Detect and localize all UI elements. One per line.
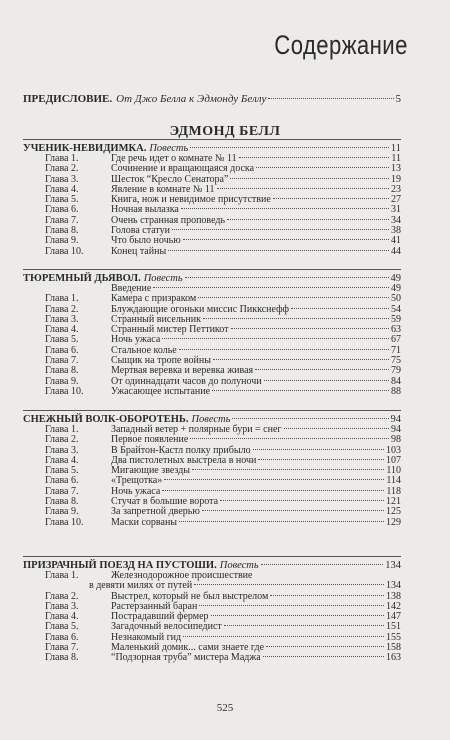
section-title: ПРИЗРАЧНЫЙ ПОЕЗД НА ПУСТОШИ. (23, 560, 217, 571)
section-genre: Повесть (149, 143, 189, 154)
dot-leader (220, 500, 384, 501)
chapter-number: Глава 2. (45, 163, 79, 175)
chapter-number: Глава 4. (45, 324, 79, 336)
chapter-page: 129 (386, 516, 401, 528)
chapter-number: Глава 8. (45, 496, 79, 508)
chapter-entry (23, 284, 401, 294)
chapter-name: Пострадавший фермер (111, 611, 209, 623)
chapter-page: 84 (391, 375, 401, 387)
chapter-name: Маски сорваны (111, 516, 178, 528)
chapter-number: Глава 8. (45, 652, 79, 664)
chapter-page: 50 (391, 293, 401, 305)
dot-leader (213, 359, 389, 360)
chapter-name: Книга, нож и невидимое присутствие (111, 194, 271, 206)
chapter-page: 54 (391, 303, 401, 315)
chapter-entry (23, 247, 401, 257)
chapter-entry (23, 305, 401, 315)
chapter-number: Глава 8. (45, 365, 79, 377)
chapter-number: Глава 3. (45, 173, 79, 185)
section-1 (23, 143, 401, 257)
dot-leader (194, 584, 384, 585)
chapter-name: Незнакомый гид (111, 631, 182, 643)
chapter-name: Первое появление (111, 434, 189, 446)
section-genre: Повесть (191, 414, 231, 425)
chapter-name: Блуждающие огоньки миссис Пиккснефф (111, 303, 289, 315)
section-heading (23, 273, 401, 284)
chapter-page: 121 (386, 496, 401, 508)
section-title: ТЮРЕМНЫЙ ДЬЯВОЛ. (23, 273, 141, 284)
chapter-entry (23, 497, 401, 507)
section-divider (23, 556, 401, 557)
chapter-name: Железнодорожное происшествие (111, 570, 253, 581)
dot-leader (203, 318, 389, 319)
dot-leader (211, 615, 384, 616)
section-genre: Повесть (219, 560, 259, 571)
dot-leader (192, 469, 384, 470)
dot-leader (183, 636, 384, 637)
chapter-number: Глава 1. (45, 570, 79, 581)
section-genre: Повесть (143, 273, 183, 284)
chapter-number: Глава 2. (45, 590, 79, 602)
section-3 (23, 414, 401, 528)
chapter-number: Глава 4. (45, 611, 79, 623)
dot-leader (183, 239, 389, 240)
chapter-entry (23, 476, 401, 486)
chapter-entry (23, 622, 401, 632)
chapter-name: Сыщик на тропе войны (111, 355, 211, 367)
section-2 (23, 273, 401, 397)
chapter-name: в девяти милях от путей (89, 580, 193, 592)
chapter-name: Конец тайны (111, 245, 167, 257)
chapter-name: За запретной дверью (111, 506, 200, 518)
section-4 (23, 560, 401, 664)
chapter-entry (23, 216, 401, 226)
chapter-page: 13 (391, 163, 401, 175)
chapter-page: 103 (386, 444, 401, 456)
chapter-number: Глава 3. (45, 313, 79, 325)
chapter-number: Глава 7. (45, 355, 79, 367)
chapter-name: Где речь идет о комнате № 11 (111, 153, 237, 164)
chapter-page: 75 (391, 355, 401, 367)
chapter-entry (23, 335, 401, 345)
chapter-name: Явление в комнате № 11 (111, 183, 215, 195)
preface-label: ПРЕДИСЛОВИЕ. (23, 93, 113, 105)
chapter-page: 19 (391, 173, 401, 185)
chapter-number: Глава 6. (45, 344, 79, 356)
dot-leader (162, 490, 384, 491)
dot-leader (227, 219, 389, 220)
chapter-name: Шесток “Кресло Сенатора” (111, 173, 229, 185)
chapter-name: Загадочный велосипедист (111, 621, 222, 633)
dot-leader (153, 287, 389, 288)
chapter-name: Западный ветер + полярные бури = снег (111, 424, 282, 435)
chapter-entry (23, 456, 401, 466)
chapter-page: 163 (386, 652, 401, 664)
chapter-number: Глава 7. (45, 485, 79, 497)
chapter-entry (23, 592, 401, 602)
chapter-page: 34 (391, 214, 401, 226)
section-title: УЧЕНИК-НЕВИДИМКА. (23, 143, 147, 154)
chapter-entry (23, 602, 401, 612)
chapter-name: Выстрел, который не был выстрелом (111, 590, 269, 602)
chapter-number: Глава 3. (45, 444, 79, 456)
chapter-number: Глава 9. (45, 235, 79, 247)
dot-leader (291, 308, 389, 309)
chapter-name: Стучат в большие ворота (111, 496, 219, 508)
chapter-number: Глава 6. (45, 475, 79, 487)
chapter-entry (23, 387, 401, 397)
page-title: Содержание (274, 30, 408, 60)
dot-leader (181, 208, 389, 209)
chapter-number: Глава 1. (45, 153, 79, 164)
chapter-page: 23 (391, 183, 401, 195)
chapter-name: Маленький домик... сами знаете где (111, 642, 265, 654)
dot-leader (270, 595, 384, 596)
dot-leader (253, 449, 384, 450)
dot-leader (284, 428, 389, 429)
dot-leader (258, 459, 384, 460)
chapter-page: 118 (386, 485, 401, 497)
dot-leader (230, 178, 389, 179)
chapter-name: От одиннадцати часов до полуночи (111, 375, 262, 387)
chapter-name: Сочинение и вращающаяся доска (111, 163, 255, 175)
chapter-page: 41 (391, 235, 401, 247)
chapter-page: 38 (391, 225, 401, 237)
chapter-page: 155 (386, 631, 401, 643)
chapter-page: 114 (386, 475, 401, 487)
chapter-entry (23, 571, 401, 581)
dot-leader (268, 98, 393, 99)
dot-leader (162, 338, 389, 339)
chapter-name: “Подзорная труба” мистера Маджа (111, 652, 261, 664)
chapter-number: Глава 4. (45, 454, 79, 466)
chapter-name: Стальное колье (111, 344, 177, 356)
chapter-entry (23, 346, 401, 356)
chapter-page: 151 (386, 621, 401, 633)
chapter-number: Глава 10. (45, 385, 84, 397)
page-number: 525 (216, 702, 234, 714)
dot-leader (168, 250, 389, 251)
dot-leader (264, 380, 389, 381)
chapter-name: Ужасающее испытание (111, 385, 211, 397)
chapter-name: Два пистолетных выстрела в ночи (111, 454, 257, 466)
chapter-page: 110 (386, 465, 401, 477)
chapter-page: 71 (391, 344, 401, 356)
chapter-page: 49 (391, 283, 401, 294)
chapter-page: 79 (391, 365, 401, 377)
chapter-name: Странный висельник (111, 313, 201, 325)
chapter-number: Глава 5. (45, 194, 79, 206)
chapter-number: Глава 7. (45, 642, 79, 654)
chapter-page: 107 (386, 454, 401, 466)
chapter-number: Глава 9. (45, 506, 79, 518)
chapter-number: Глава 7. (45, 214, 79, 226)
section-divider (23, 410, 401, 411)
dot-leader (190, 147, 389, 148)
chapter-entry (23, 425, 401, 435)
chapter-page: 88 (391, 385, 401, 397)
chapter-page: 98 (391, 434, 401, 446)
chapter-name: Ночь ужаса (111, 334, 161, 346)
chapter-name: Введение (111, 283, 152, 294)
chapter-number: Глава 6. (45, 631, 79, 643)
author-heading: ЭДМОНД БЕЛЛ (169, 124, 281, 139)
chapter-name: В Брайтон-Кастл полку прибыло (111, 444, 251, 456)
chapter-name: Мигающие звезды (111, 465, 190, 477)
chapter-page: 11 (391, 153, 401, 164)
chapter-name: Ночь ужаса (111, 485, 161, 497)
dot-leader (212, 390, 389, 391)
section-divider (23, 269, 401, 270)
chapter-page: 67 (391, 334, 401, 346)
chapter-name: Странный мистер Петтикот (111, 324, 229, 336)
chapter-name: «Трещотка» (111, 475, 163, 487)
chapter-number: Глава 10. (45, 245, 84, 257)
chapter-number: Глава 5. (45, 465, 79, 477)
section-divider (23, 139, 401, 140)
section-page: 11 (390, 143, 401, 154)
chapter-number: Глава 1. (45, 293, 79, 305)
chapter-number: Глава 6. (45, 204, 79, 216)
dot-leader (198, 297, 389, 298)
chapter-name: Камера с призраком (111, 293, 197, 305)
chapter-page: 44 (391, 245, 401, 257)
chapter-page: 59 (391, 313, 401, 325)
chapter-number: Глава 2. (45, 303, 79, 315)
chapter-page: 63 (391, 324, 401, 336)
chapter-page: 147 (386, 611, 401, 623)
chapter-page: 94 (391, 424, 401, 435)
dot-leader (179, 521, 384, 522)
chapter-number: Глава 10. (45, 516, 84, 528)
dot-leader (263, 656, 384, 657)
chapter-entry (23, 653, 401, 663)
dot-leader (179, 349, 389, 350)
dot-leader (172, 229, 389, 230)
chapter-number: Глава 5. (45, 621, 79, 633)
chapter-page: 138 (386, 590, 401, 602)
chapter-number: Глава 3. (45, 600, 79, 612)
chapter-entry (23, 325, 401, 335)
section-page: 134 (385, 560, 401, 571)
preface-subtitle: От Джо Белла к Эдмонду Беллу (116, 93, 267, 105)
dot-leader (224, 625, 384, 626)
chapter-number: Глава 5. (45, 334, 79, 346)
dot-leader (266, 646, 384, 647)
chapter-page: 125 (386, 506, 401, 518)
chapter-name: Мертвая веревка и веревка живая (111, 365, 254, 377)
dot-leader (190, 438, 389, 439)
dot-leader (217, 188, 389, 189)
section-title: СНЕЖНЫЙ ВОЛК-ОБОРОТЕНЬ. (23, 414, 189, 425)
preface-page: 5 (395, 93, 401, 105)
chapter-name: Голова статуи (111, 225, 170, 237)
chapter-page: 134 (386, 580, 401, 592)
dot-leader (232, 418, 388, 419)
dot-leader (202, 510, 384, 511)
chapter-number: Глава 2. (45, 434, 79, 446)
preface-entry (23, 93, 401, 105)
chapter-number: Глава 4. (45, 183, 79, 195)
chapter-entry (23, 195, 401, 205)
chapter-number: Глава 8. (45, 225, 79, 237)
chapter-entry (23, 226, 401, 236)
chapter-page: 158 (386, 642, 401, 654)
chapter-name: Очень странная проповедь (111, 214, 226, 226)
dot-leader (255, 369, 389, 370)
chapter-number: Глава 9. (45, 375, 79, 387)
chapter-name: Растерзанный баран (111, 600, 198, 612)
chapter-page: 27 (391, 194, 401, 206)
dot-leader (273, 198, 389, 199)
dot-leader (164, 479, 384, 480)
section-page: 49 (390, 273, 401, 284)
dot-leader (239, 157, 390, 158)
chapter-page: 142 (386, 600, 401, 612)
dot-leader (199, 605, 384, 606)
dot-leader (256, 167, 389, 168)
chapter-entry (23, 518, 401, 528)
chapter-entry (23, 466, 401, 476)
dot-leader (261, 564, 384, 565)
chapter-name: Что было ночью (111, 235, 181, 247)
chapter-page: 31 (391, 204, 401, 216)
chapter-number: Глава 1. (45, 424, 79, 435)
dot-leader (185, 277, 389, 278)
chapter-name: Ночная вылазка (111, 204, 179, 216)
section-page: 94 (390, 414, 401, 425)
dot-leader (231, 328, 389, 329)
